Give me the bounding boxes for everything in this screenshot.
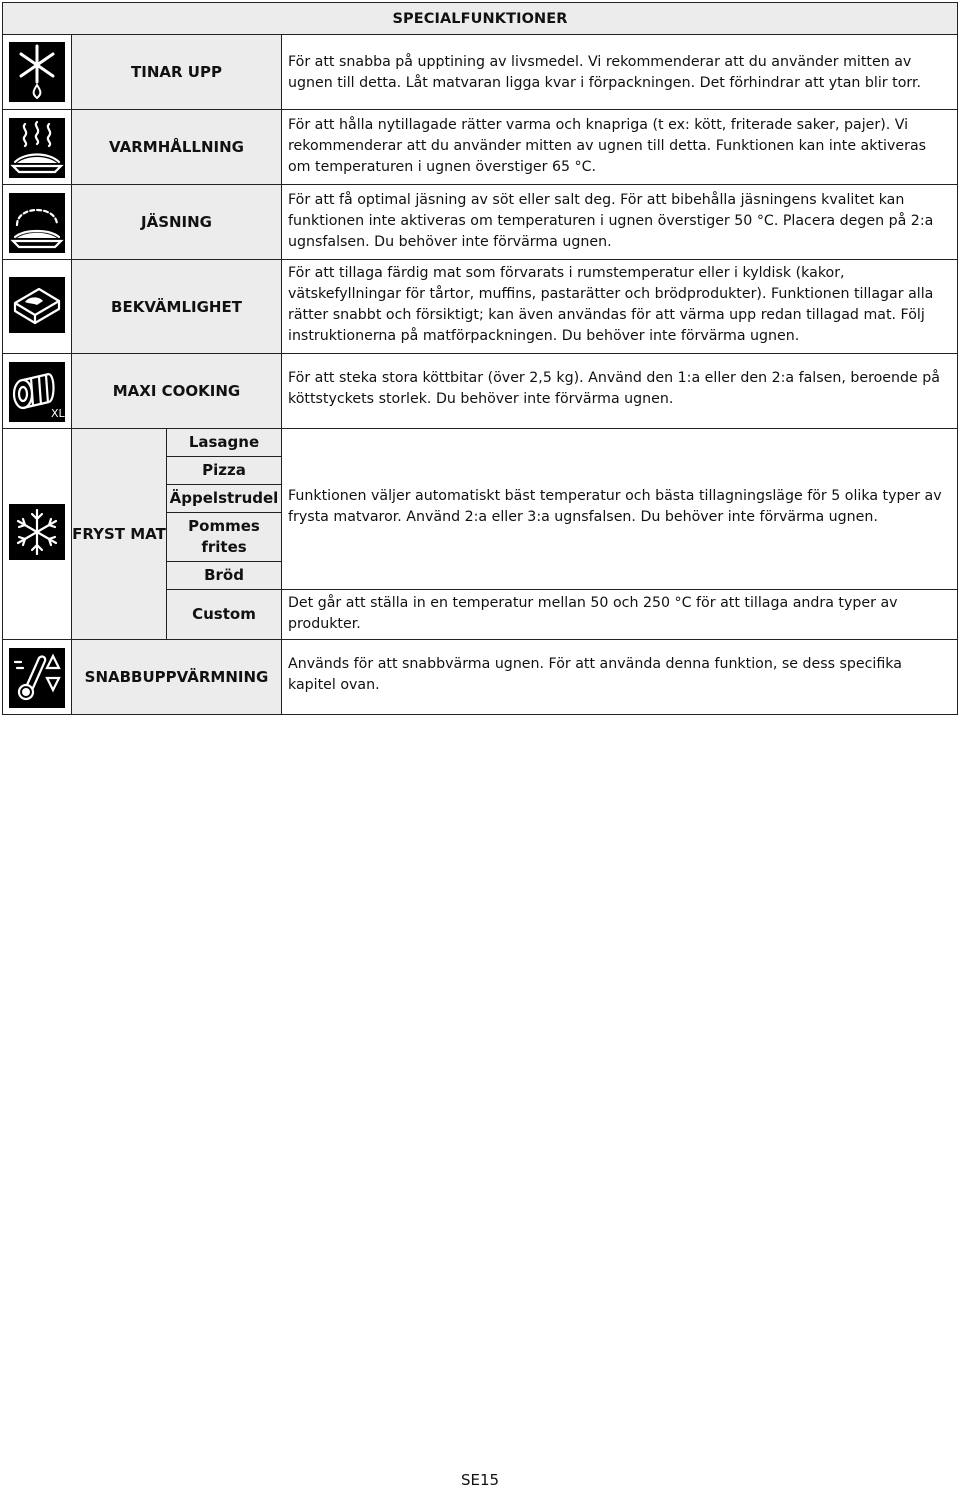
icon-cell-keep-warm bbox=[2, 109, 72, 185]
maxi-cooking-roast-xl-icon bbox=[9, 362, 65, 422]
frozen-food-snowflake-icon bbox=[9, 504, 65, 560]
icon-cell-convenience bbox=[2, 259, 72, 354]
custom-description: Det går att ställa in en temperatur mellan 50 och 250 °C för att tillaga andra typer av produkter. bbox=[288, 595, 898, 632]
frozen-items-description-cell bbox=[281, 428, 958, 590]
function-description-cell bbox=[281, 259, 958, 354]
xl-label: XL bbox=[51, 407, 65, 420]
function-name-cell bbox=[71, 639, 282, 715]
function-name: VARMHÅLLNING bbox=[109, 138, 244, 156]
function-description-cell bbox=[281, 184, 958, 260]
function-description: För att snabba på upptining av livsmedel. Vi rekommenderar att du använder mitten av ugnen till detta. Låt matvaran ligga kvar i förpackningen. Det förhindrar att ytan blir torr. bbox=[288, 54, 922, 91]
icon-cell-proving bbox=[2, 184, 72, 260]
function-description: För att tillaga färdig mat som förvarats i rumstemperatur eller i kyldisk (kakor, vätskefyllningar för tårtor, muffins, pastarätter och brödprodukter). Funktionen tillagar alla rätter snabbt och försiktigt; kan även användas för att värma upp redan tillagad mat. Följ instruktionerna på matförpackningen. Du behöver inte förvärma ugnen. bbox=[288, 265, 934, 344]
frozen-item-cell bbox=[166, 484, 282, 513]
frozen-item-pommes-frites: Pommes frites bbox=[188, 517, 260, 556]
fast-preheat-thermometer-icon bbox=[9, 648, 65, 708]
function-name-cell bbox=[71, 109, 282, 185]
function-name: BEKVÄMLIGHET bbox=[111, 297, 242, 316]
frozen-item-appelstrudel: Äppelstrudel bbox=[169, 489, 279, 507]
function-name: SNABBUPPVÄRMNING bbox=[84, 668, 269, 686]
function-description-cell bbox=[281, 34, 958, 110]
frozen-item-pizza: Pizza bbox=[202, 461, 246, 479]
table-title: SPECIALFUNKTIONER bbox=[392, 10, 568, 27]
function-description: För att hålla nytillagade rätter varma och knapriga (t ex: kött, friterade saker, pajer). Vi rekommenderar att du använder mitten av ugnen till detta. Funktionen kan inte aktiveras om temperaturen i ugnen överstiger 65 °C. bbox=[288, 117, 927, 175]
frozen-name-cell bbox=[71, 428, 167, 640]
function-name: MAXI COOKING bbox=[112, 382, 241, 400]
function-name-cell bbox=[71, 34, 282, 110]
icon-cell-frozen bbox=[2, 428, 72, 640]
function-name: JÄSNING bbox=[141, 213, 212, 231]
frozen-item-cell bbox=[166, 512, 282, 562]
keep-warm-steam-dish-icon bbox=[9, 118, 65, 178]
defrost-snowflake-drop-icon bbox=[9, 42, 65, 102]
frozen-item-cell bbox=[166, 428, 282, 457]
frozen-item-cell bbox=[166, 561, 282, 590]
table-header bbox=[2, 2, 958, 35]
function-description: För att steka stora köttbitar (över 2,5 kg). Använd den 1:a eller den 2:a falsen, beroende på köttstyckets storlek. Du behöver inte förvärma ugnen. bbox=[288, 370, 940, 407]
convenience-food-package-icon bbox=[9, 277, 65, 333]
frozen-item-custom: Custom bbox=[192, 605, 256, 623]
function-description-cell bbox=[281, 353, 958, 429]
frozen-item-cell bbox=[166, 589, 282, 640]
function-name-cell bbox=[71, 353, 282, 429]
frozen-item-lasagne: Lasagne bbox=[188, 433, 260, 451]
frozen-item-brod: Bröd bbox=[204, 566, 244, 584]
frozen-items-description: Funktionen väljer automatiskt bäst temperatur och bästa tillagningsläge för 5 olika typer av frysta matvaror. Använd 2:a eller 3:a ugnsfalsen. Du behöver inte förvärma ugnen. bbox=[288, 488, 942, 525]
function-description: För att få optimal jäsning av söt eller salt deg. För att bibehålla jäsningens kvalitet kan funktionen inte aktiveras om temperaturen i ugnen överstiger 50 °C. Placera degen på 2:a ugnsfalsen. Du behöver inte förvärma ugnen. bbox=[288, 192, 934, 250]
proving-dough-dome-icon bbox=[9, 193, 65, 253]
frozen-item-cell bbox=[166, 456, 282, 485]
page-number: SE15 bbox=[460, 1471, 500, 1489]
custom-description-cell bbox=[281, 589, 958, 640]
function-description-cell bbox=[281, 639, 958, 715]
function-name-cell bbox=[71, 259, 282, 354]
function-description-cell bbox=[281, 109, 958, 185]
function-description: Används för att snabbvärma ugnen. För att använda denna funktion, se dess specifika kapitel ovan. bbox=[288, 656, 902, 693]
function-name: FRYST MAT bbox=[72, 525, 166, 543]
function-name-cell bbox=[71, 184, 282, 260]
icon-cell-maxi-cooking bbox=[2, 353, 72, 429]
function-name: TINAR UPP bbox=[131, 63, 222, 81]
icon-cell-preheat bbox=[2, 639, 72, 715]
icon-cell-defrost bbox=[2, 34, 72, 110]
